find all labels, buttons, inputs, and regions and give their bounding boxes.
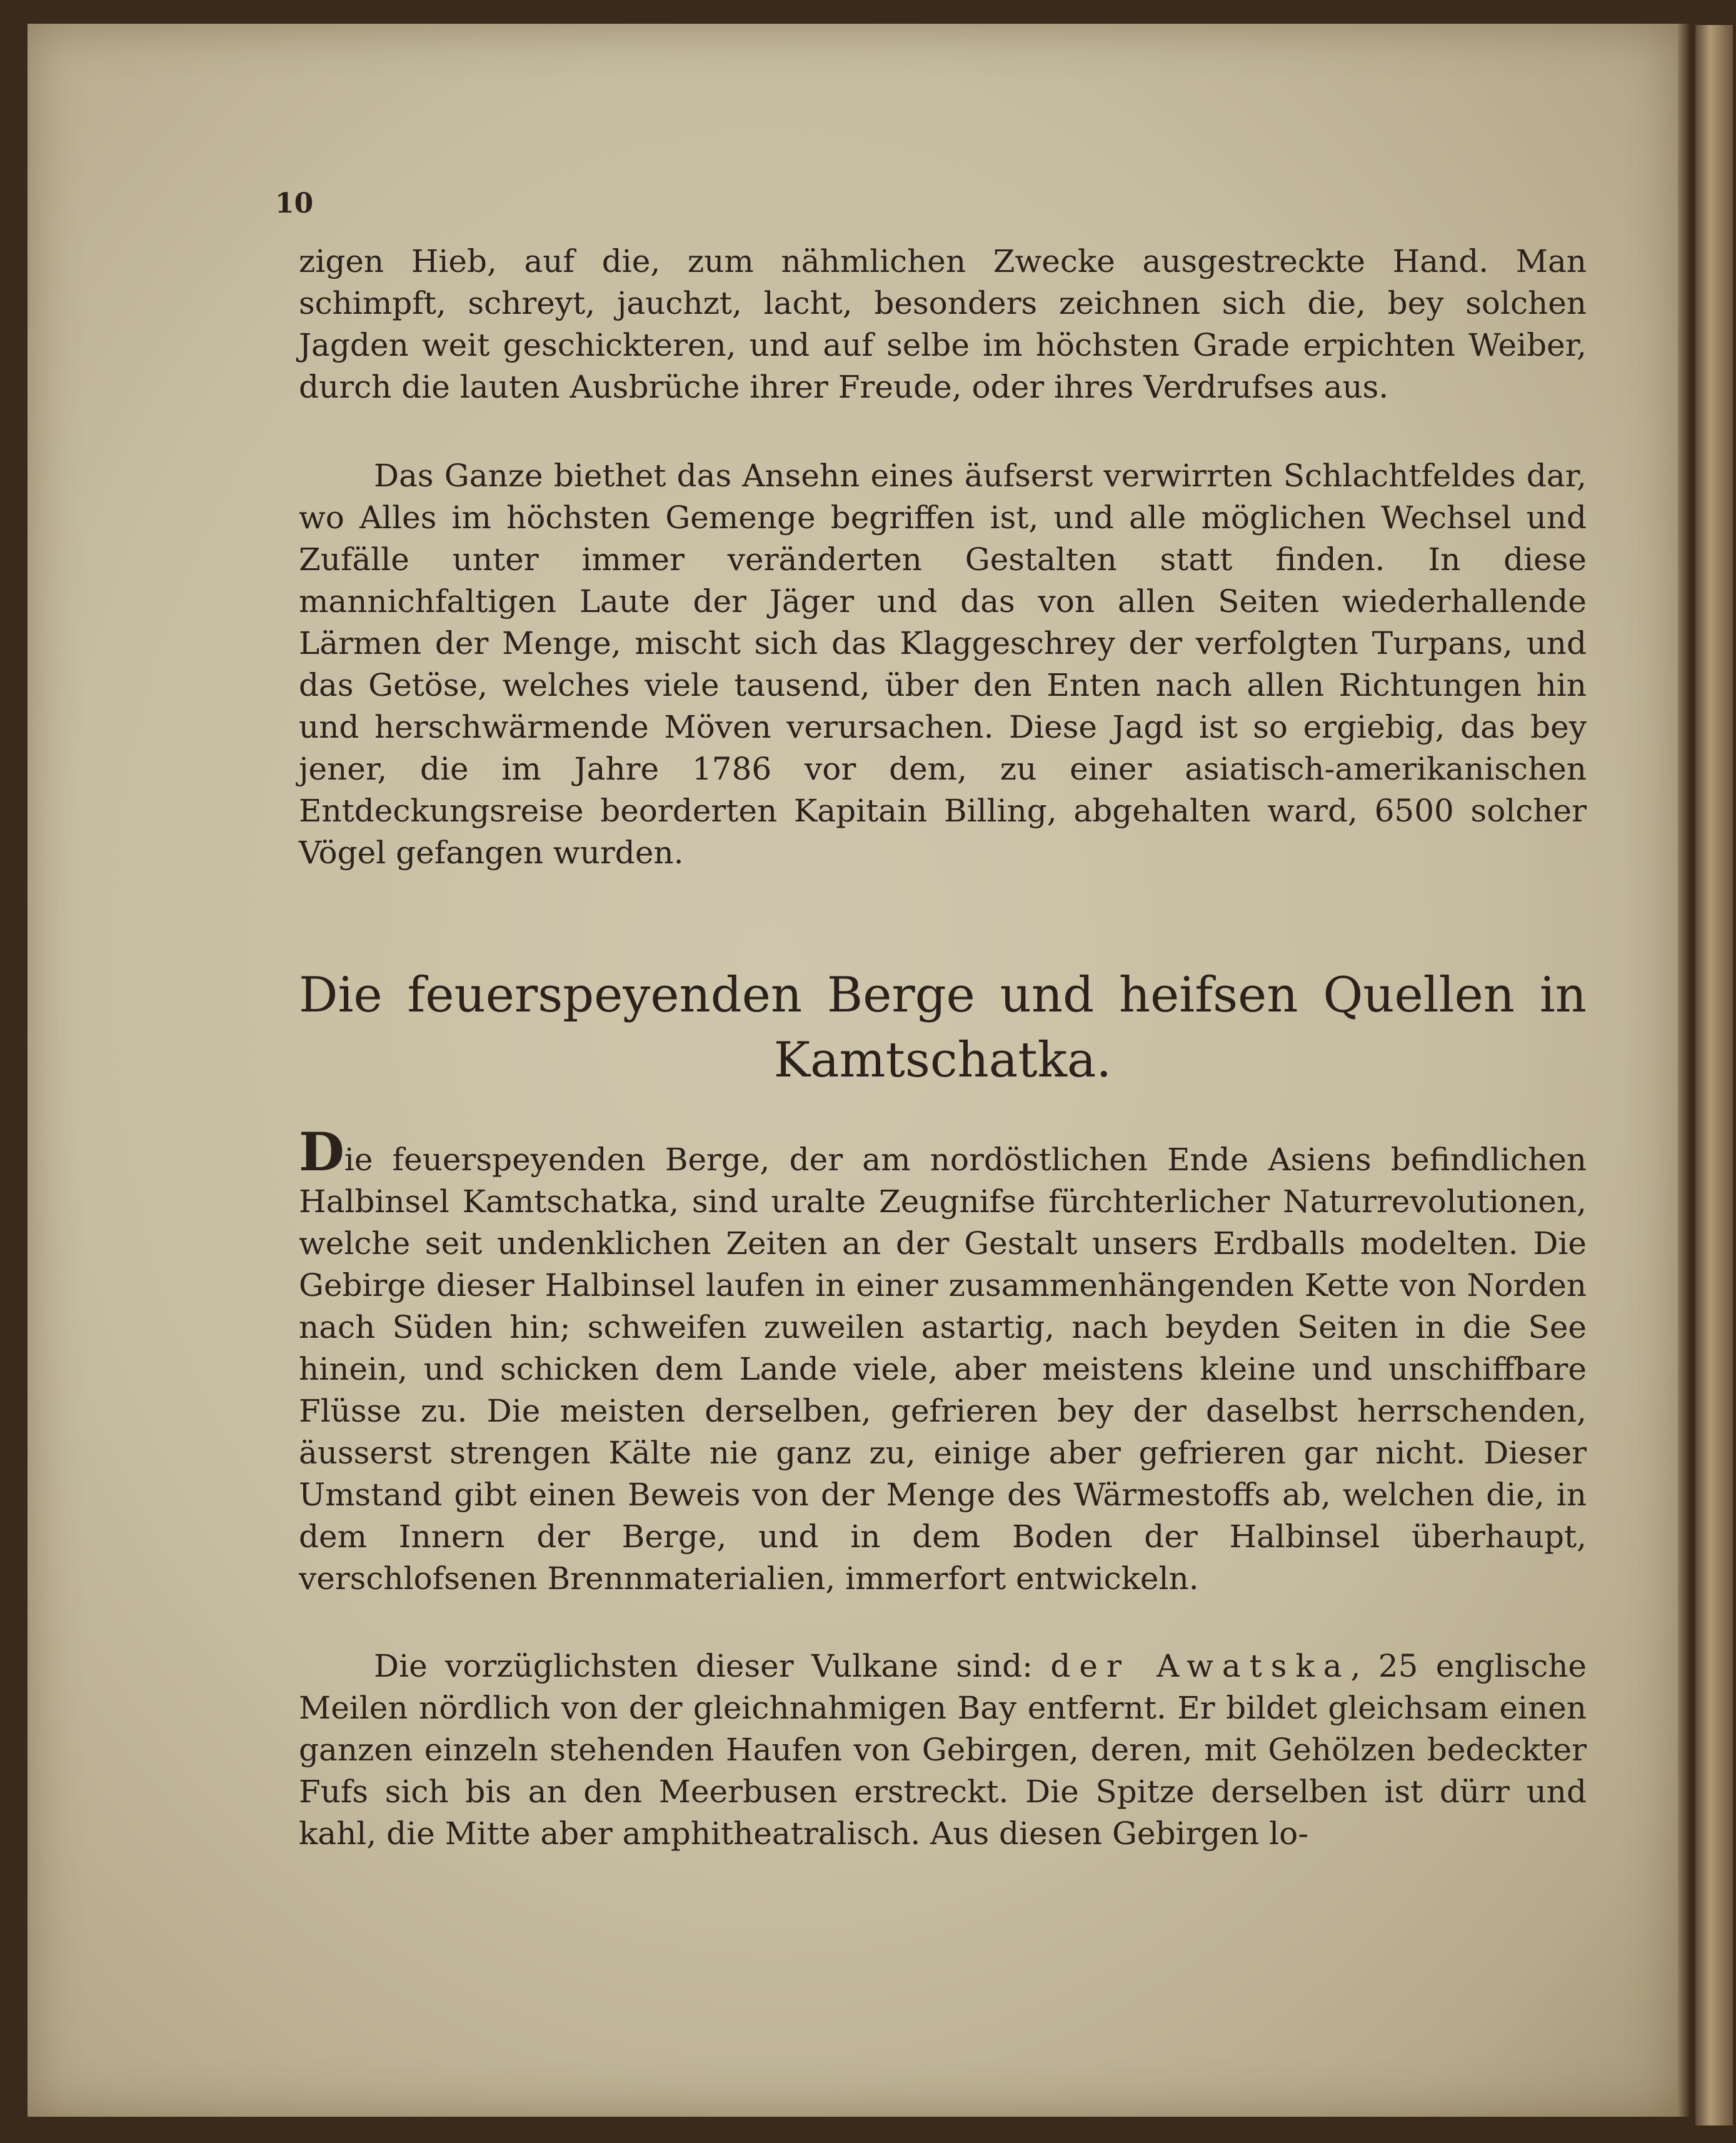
heading-line-2: Kamtschatka. xyxy=(773,1032,1112,1088)
drop-cap: D xyxy=(299,1121,344,1183)
paragraph-volcanoes-intro xyxy=(299,1121,1587,1600)
page-number: 10 xyxy=(275,188,314,219)
section-heading xyxy=(299,963,1587,1093)
adjacent-page-edge xyxy=(1695,25,1733,2125)
volcano-name-awatska: der Awatska xyxy=(1050,1648,1351,1684)
page-spine-shadow xyxy=(1678,24,1690,2117)
paragraph-awatska-start: Die vorzüglichsten dieser Vulkane sind: xyxy=(374,1648,1051,1684)
paragraph-awatska xyxy=(299,1645,1587,1855)
paragraph-awatska-rest: , 25 englische Meilen nördlich von der gleichnahmigen Bay entfernt. Er bildet gleichsam einen ganzen einzeln stehenden Haufen von Gebirgen, deren, mit Gehölzen bedeckter Fufs sich bis an den Meerbusen erstreckt. Die Spitze derselben ist dürr und kahl, die Mitte aber amphitheatralisch. Aus diesen Gebirgen lo- xyxy=(299,1648,1587,1852)
paragraph-hunt-ending: zigen Hieb, auf die, zum nähmlichen Zwecke ausgestreckte Hand. Man schimpft, schreyt, jauchzt, lacht, besonders zeichnen sich die, bey solchen Jagden weit geschickteren, und auf selbe im höchsten Grade erpichten Weiber, durch die lauten Ausbrüche ihrer Freude, oder ihres Verdrufses aus. xyxy=(299,243,1587,405)
heading-line-1: Die feuerspeyenden Berge und heifsen Quellen in xyxy=(299,967,1587,1023)
paragraph-battlefield: Das Ganze biethet das Ansehn eines äufserst verwirrten Schlachtfeldes dar, wo Alles im höchsten Gemenge begriffen ist, und alle möglichen Wechsel und Zufälle unter immer veränderten Gestalten statt finden. In diese mannichfaltigen Laute der Jäger und das von allen Seiten wiederhallende Lärmen der Menge, mischt sich das Klaggeschrey der verfolgten Turpans, und das Getöse, welches viele tausend, über den Enten nach allen Richtungen hin und herschwärmende Möven verursachen. Diese Jagd ist so ergiebig, das bey jener, die im Jahre 1786 vor dem, zu einer asiatisch-amerikanischen Entdeckungsreise beorderten Kapitain Billing, abgehalten ward, 6500 solcher Vögel gefangen wurden. xyxy=(299,458,1587,871)
paragraph-volcanoes-intro-text: ie feuerspeyenden Berge, der am nordöstlichen Ende Asiens befindlichen Halbinsel Kamtschatka, sind uralte Zeugnifse fürchterlicher Naturrevolutionen, welche seit undenklichen Zeiten an der Gestalt unsers Erdballs modelten. Die Gebirge dieser Halbinsel laufen in einer zusammenhängenden Kette von Norden nach Süden hin; schweifen zuweilen astartig, nach beyden Seiten in die See hinein, und schicken dem Lande viele, aber meistens kleine und unschiffbare Flüsse zu. Die meisten derselben, gefrieren bey der daselbst herrschenden, äusserst strengen Kälte nie ganz zu, einige aber gefrieren gar nicht. Dieser Umstand gibt einen Beweis von der Menge des Wärmestoffs ab, welchen die, in dem Innern der Berge, und in dem Boden der Halbinsel überhaupt, verschlofsenen Brennmaterialien, immerfort entwickeln. xyxy=(299,1142,1587,1597)
